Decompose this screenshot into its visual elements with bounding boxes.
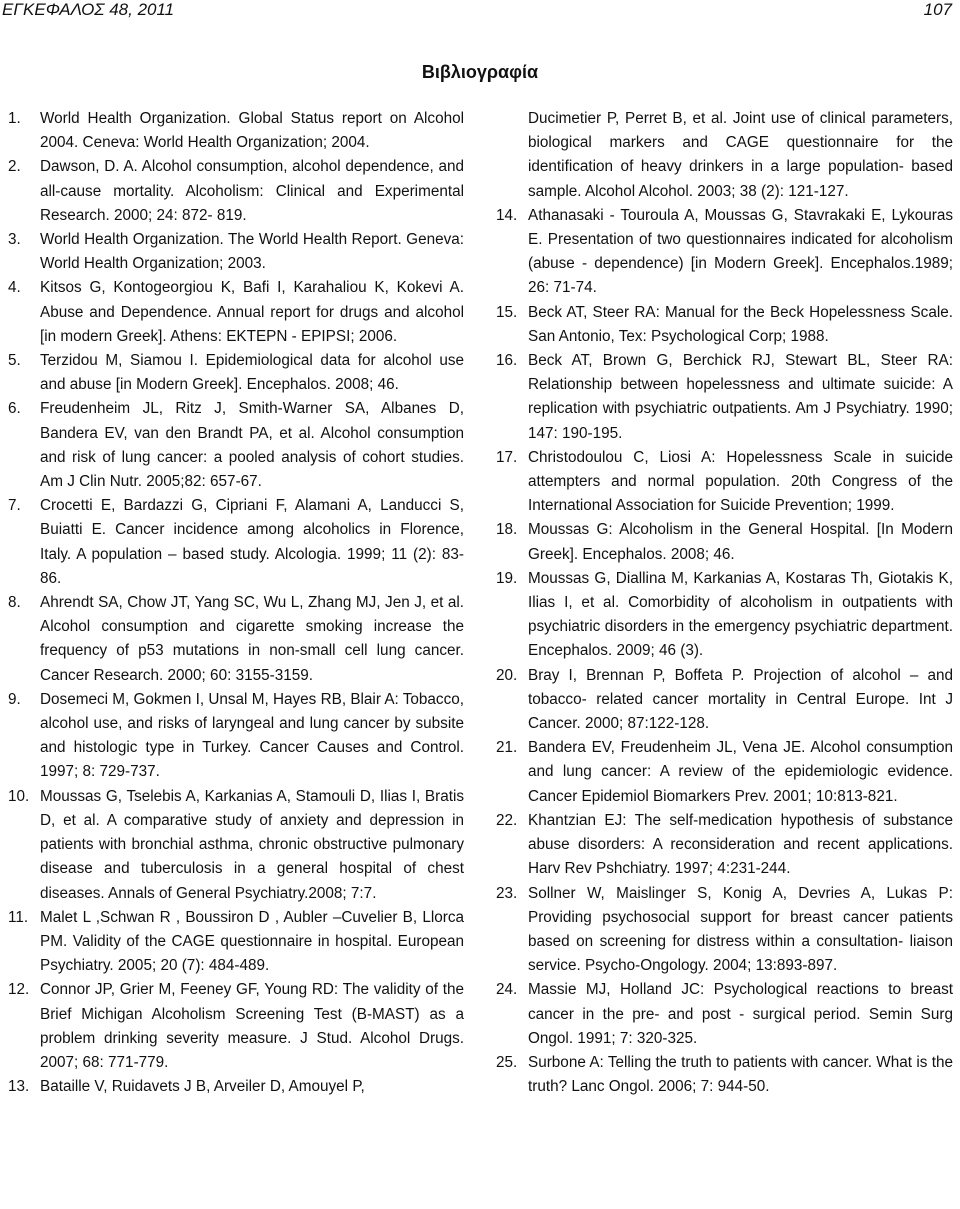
page-header [0, 0, 960, 28]
reference-text: Athanasaki - Touroula A, Moussas G, Stavrakaki E, Lykouras E. Presentation of two questionnaires indicated for alcoholism (abuse - dependence) [in Modern Greek]. Encephalos.1989; 26: 71-74. [528, 206, 953, 297]
reference-item [8, 785, 464, 906]
reference-text: Bandera EV, Freudenheim JL, Vena JE. Alcohol consumption and lung cancer: A review of the epidemiologic evidence. Cancer Epidemiol Biomarkers Prev. 2001; 10:813-821. [528, 739, 953, 805]
reference-number: 1. [8, 110, 21, 127]
reference-text: Khantzian EJ: The self-medication hypothesis of substance abuse disorders: A reconsideration and recent applications. Harv Rev Pshchiatry. 1997; 4:231-244. [528, 811, 953, 878]
reference-number: 13. [8, 1078, 30, 1096]
reference-text: Moussas G, Tselebis A, Karkanias A, Stamouli D, Ilias I, Bratis D, et al. A comparative study of anxiety and depression in patients with bronchial asthma, chronic obstructive pulmonary disease and tuberculosis in a general hospital of chest diseases. Annals of General Psychiatry.2008; 7:7. [40, 787, 464, 902]
reference-number: 3. [8, 231, 21, 249]
reference-number: 22. [496, 811, 518, 829]
reference-number: 24. [496, 981, 518, 999]
reference-text: Massie MJ, Holland JC: Psychological reactions to breast cancer in the pre- and post - surgical period. Semin Surg Ongol. 1991; 7: 320-325. [528, 981, 953, 1047]
reference-item [8, 155, 464, 228]
reference-number: 20. [496, 666, 518, 684]
reference-item [496, 107, 953, 204]
reference-text: Surbone A: Telling the truth to patients with cancer. What is the truth? Lanc Ongol. 2006; 7: 944-50. [528, 1053, 953, 1096]
reference-text: Moussas G: Alcoholism in the General Hospital. [In Modern Greek]. Encephalos. 2008; 46. [528, 521, 953, 563]
reference-number: 8. [8, 594, 21, 612]
reference-text: Moussas G, Diallina M, Karkanias A, Kostaras Th, Giotakis K, Ilias I, et al. Comorbidity of alcoholism in outpatients with psychiatric disorders in the emergency psychiatric department. Encephalos. 2009; 46 (3). [528, 569, 953, 660]
reference-number: 12. [8, 981, 30, 999]
reference-text: World Health Organization. Global Status report on Alcohol 2004. Ceneva: World Health Organization; 2004. [40, 110, 464, 152]
journal-title: ΕΓΚΕΦΑΛΟΣ 48, 2011 [2, 0, 175, 19]
reference-number: 14. [496, 206, 518, 224]
reference-number: 23. [496, 884, 518, 902]
reference-number: 18. [496, 521, 518, 539]
reference-text: Bray I, Brennan P, Boffeta P. Projection of alcohol – and tobacco- related cancer mortality in Central Europe. Int J Cancer. 2000; 87:122-128. [528, 666, 953, 733]
reference-item [496, 349, 953, 446]
reference-text: Christodoulou C, Liosi A: Hopelessness Scale in suicide attempters and normal population. 20th Congress of the International Association for Suicide Prevention; 1999. [528, 448, 953, 515]
reference-number: 7. [8, 497, 21, 515]
reference-text: Malet L ,Schwan R , Boussiron D , Aubler –Cuvelier B, Llorca PM. Validity of the CAGE questionnaire in hospital. European Psychiatry. 2005; 20 (7): 484-489. [40, 908, 464, 975]
references-left-column [8, 107, 464, 1099]
reference-text: Dosemeci M, Gokmen I, Unsal M, Hayes RB, Blair A: Tobacco, alcohol use, and risks of laryngeal and lung cancer by subsite and histologic type in Turkey. Cancer Causes and Control. 1997; 8: 729-737. [40, 690, 464, 781]
reference-item [8, 1075, 464, 1099]
reference-item [8, 494, 464, 591]
reference-text: Bataille V, Ruidavets J B, Arveiler D, Amouyel P, [40, 1078, 365, 1096]
reference-text: Beck AT, Steer RA: Manual for the Beck Hopelessness Scale. San Antonio, Tex: Psychological Corp; 1988. [528, 303, 953, 345]
reference-item [496, 204, 953, 301]
reference-item [496, 567, 953, 664]
reference-text: Ahrendt SA, Chow JT, Yang SC, Wu L, Zhang MJ, Jen J, et al. Alcohol consumption and cigarette smoking increase the frequency of p53 mutations in non-small cell lung cancer. Cancer Research. 2000; 60: 3155-3159. [40, 594, 464, 684]
reference-number: 9. [8, 690, 21, 708]
reference-item [496, 446, 953, 519]
reference-item [8, 591, 464, 688]
reference-text: Kitsos G, Kontogeorgiou K, Bafi I, Karahaliou K, Kokevi A. Abuse and Dependence. Annual report for drugs and alcohol [in modern Greek]. Athens: EKTEPN - EPIPSI; 2006. [40, 279, 464, 345]
reference-text: Sollner W, Maislinger S, Konig A, Devries A, Lukas P: Providing psychosocial support for breast cancer patients based on screening for distress within a consultation- liaison service. Psycho-Ongology. 2004; 13:893-897. [528, 884, 953, 975]
reference-item [496, 1051, 953, 1099]
reference-item [496, 518, 953, 566]
reference-item [496, 664, 953, 737]
reference-number: 16. [496, 352, 518, 370]
reference-text: Dawson, D. A. Alcohol consumption, alcohol dependence, and all-cause mortality. Alcoholism: Clinical and Experimental Research. 2000; 24: 872- 819. [40, 158, 464, 224]
section-title: Βιβλιογραφία [421, 62, 539, 82]
reference-item [8, 688, 464, 785]
reference-number: 17. [496, 448, 518, 466]
reference-item [496, 809, 953, 882]
reference-item [8, 349, 464, 397]
reference-text: World Health Organization. The World Health Report. Geneva: World Health Organization; 2003. [40, 231, 464, 273]
reference-item [8, 276, 464, 349]
reference-text: Freudenheim JL, Ritz J, Smith-Warner SA, Albanes D, Bandera EV, van den Brandt PA, et al. Alcohol consumption and risk of lung cancer: a pooled analysis of cohort studies. Am J Clin Nutr. 2005;82: 657-67. [40, 400, 464, 491]
reference-text: Terzidou M, Siamou I. Epidemiological data for alcohol use and abuse [in Modern Greek]. Encephalos. 2008; 46. [40, 352, 464, 394]
reference-item [8, 978, 464, 1075]
reference-item [8, 107, 464, 155]
reference-number: 15. [496, 303, 518, 321]
reference-number: 11. [8, 908, 29, 926]
reference-number: 2. [8, 158, 21, 176]
reference-text: Connor JP, Grier M, Feeney GF, Young RD: The validity of the Brief Michigan Alcoholism Screening Test (B-MAST) as a problem drinking severity measure. J Stud. Alcohol Drugs. 2007; 68: 771-779. [40, 981, 464, 1071]
reference-item [496, 736, 953, 809]
reference-number: 21. [496, 739, 518, 757]
reference-number: 5. [8, 352, 21, 370]
reference-item [496, 301, 953, 349]
reference-item [8, 228, 464, 276]
reference-number [496, 107, 528, 204]
reference-text: Ducimetier P, Perret B, et al. Joint use of clinical parameters, biological markers and CAGE questionnaire for the identification of heavy drinkers in a large population- based sample. Alcohol Alcohol. 2003; 38 (2): 121-127. [528, 110, 953, 200]
reference-text: Crocetti E, Bardazzi G, Cipriani F, Alamani A, Landucci S, Buiatti E. Cancer incidence among alcoholics in Florence, Italy. A population – based study. Alcologia. 1999; 11 (2): 83-86. [40, 497, 464, 587]
page-number: 107 [923, 0, 952, 19]
reference-number: 6. [8, 400, 21, 418]
reference-item [496, 882, 953, 979]
reference-item [8, 906, 464, 979]
reference-number: 25. [496, 1053, 518, 1071]
references-right-column [496, 107, 953, 1099]
reference-number: 19. [496, 569, 518, 587]
reference-item [8, 397, 464, 494]
reference-number: 10. [8, 787, 30, 805]
reference-number: 4. [8, 279, 21, 297]
reference-text: Beck AT, Brown G, Berchick RJ, Stewart BL, Steer RA: Relationship between hopelessness and ultimate suicide: A replication with psychiatric outpatients. Am J Psychiatry. 1990; 147: 190-195. [528, 352, 953, 442]
reference-item [496, 978, 953, 1051]
